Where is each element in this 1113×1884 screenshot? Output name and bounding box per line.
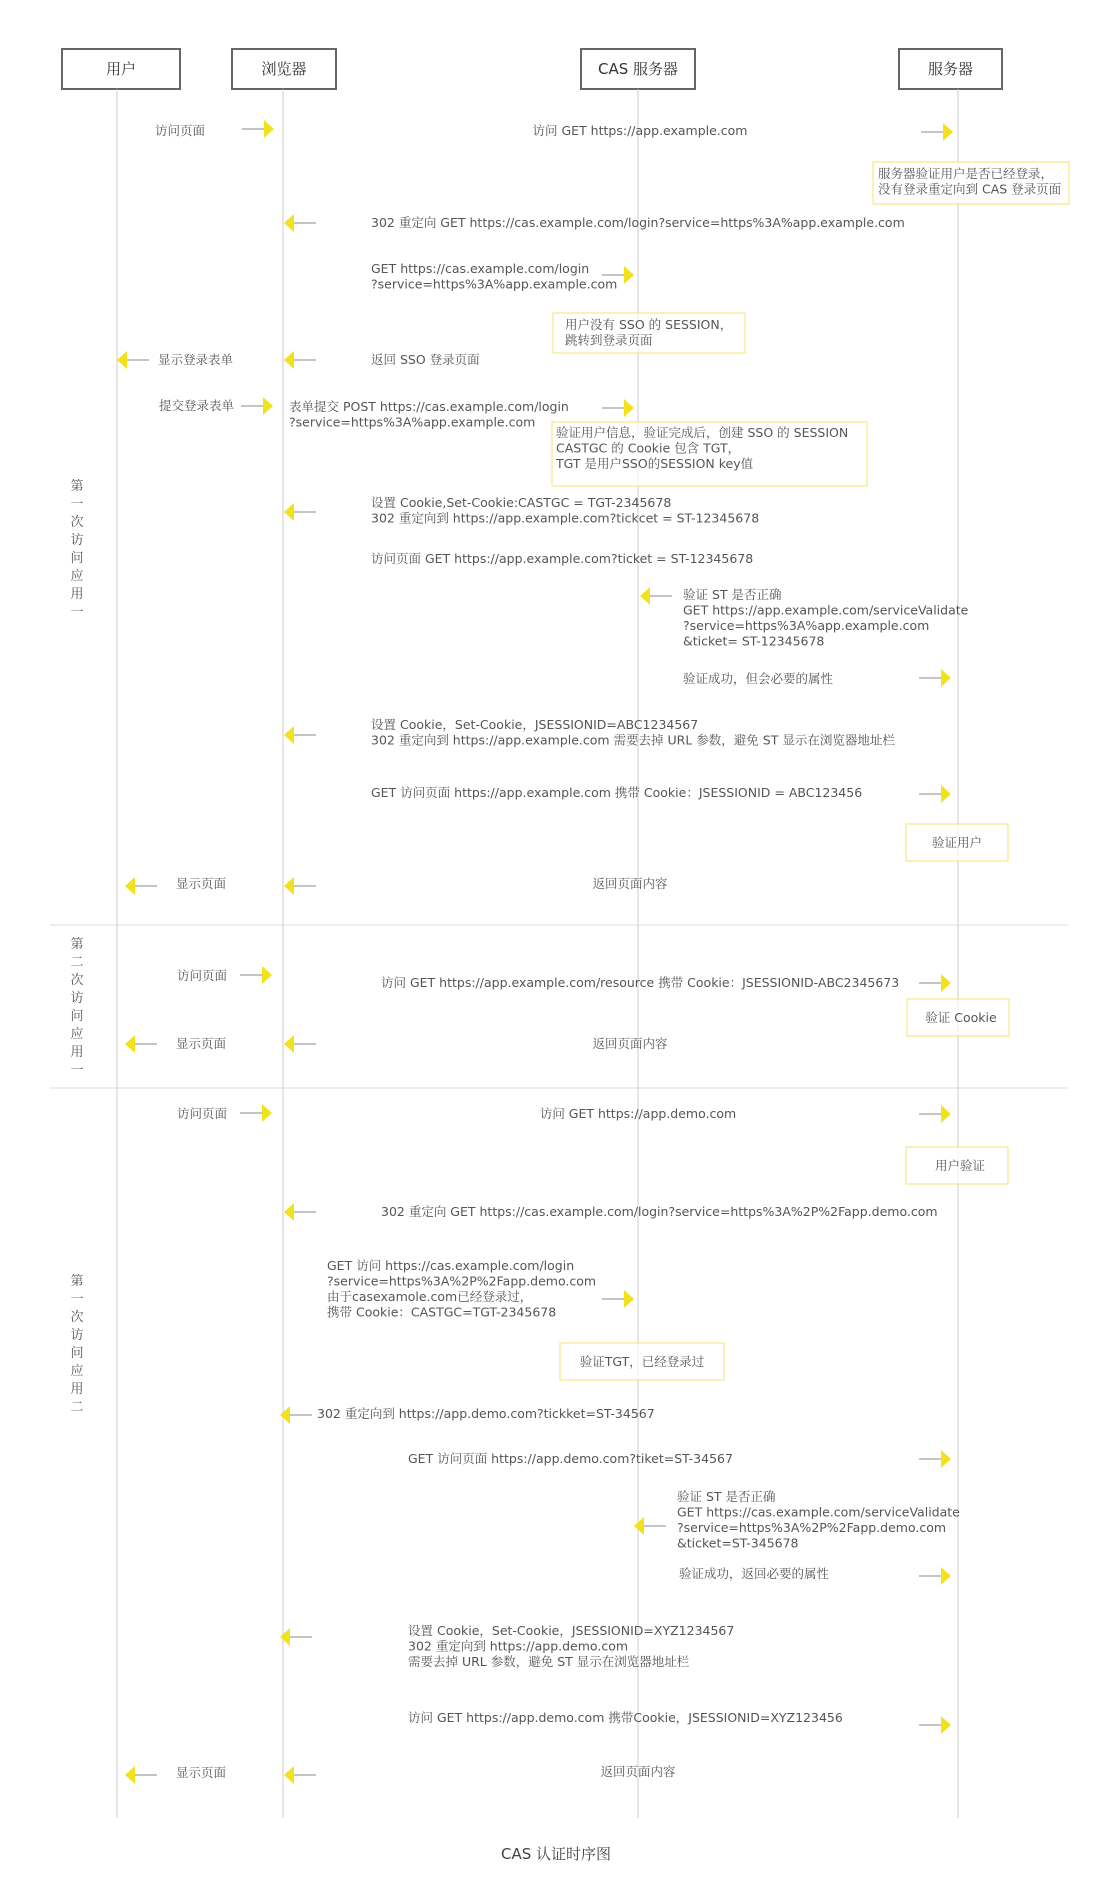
message-text: 设置 Cookie,Set-Cookie:CASTGC = TGT-2345678 bbox=[371, 495, 672, 510]
message-arrow bbox=[240, 966, 272, 984]
message bbox=[284, 495, 759, 526]
message-text: 由于casexamole.com已经登录过， bbox=[327, 1289, 533, 1304]
message bbox=[125, 876, 226, 895]
message bbox=[284, 876, 668, 895]
message bbox=[280, 1623, 734, 1669]
note-text: 验证用户信息，验证完成后，创建 SSO 的 SESSION bbox=[556, 425, 849, 440]
message-text: 302 重定向 GET https://cas.example.com/login?service=https%3A%2P%2Fapp.demo.com bbox=[381, 1204, 938, 1219]
note bbox=[873, 162, 1069, 204]
message bbox=[284, 351, 480, 369]
message bbox=[381, 974, 951, 992]
message bbox=[371, 261, 634, 292]
message-text: 验证 ST 是否正确 bbox=[677, 1489, 776, 1504]
message-arrow bbox=[240, 1104, 272, 1122]
participant-browser bbox=[232, 49, 336, 89]
participant-label: 浏览器 bbox=[261, 60, 307, 78]
message bbox=[284, 1203, 938, 1221]
phase-label: 第一次访问应用一 bbox=[70, 479, 84, 620]
message-text: ?service=https%3A%app.example.com bbox=[683, 618, 930, 633]
message-arrow bbox=[919, 974, 951, 992]
message bbox=[408, 1710, 951, 1734]
message-arrow bbox=[284, 503, 316, 521]
message-text: ?service=https%3A%2P%2Fapp.demo.com bbox=[327, 1273, 597, 1289]
message-arrow bbox=[284, 351, 316, 369]
message bbox=[284, 214, 905, 232]
message-text: 访问 GET https://app.example.com bbox=[532, 123, 748, 138]
message-text: 返回页面内容 bbox=[600, 1764, 676, 1779]
message-text: 表单提交 POST https://cas.example.com/login bbox=[289, 399, 569, 414]
message-text: 访问 GET https://app.demo.com 携带Cookie，JSESSIONID=XYZ123456 bbox=[408, 1710, 843, 1725]
message-text: 显示页面 bbox=[176, 1765, 227, 1780]
message-text: ?service=https%3A%2P%2Fapp.demo.com bbox=[677, 1520, 947, 1535]
message-arrow bbox=[640, 587, 672, 605]
message-arrow bbox=[284, 877, 316, 895]
message-text: 显示页面 bbox=[176, 1036, 227, 1051]
note bbox=[907, 999, 1009, 1036]
note-text: 验证用户 bbox=[931, 835, 983, 850]
message-arrow bbox=[284, 726, 316, 744]
message bbox=[679, 1566, 951, 1585]
note-text: 验证 Cookie bbox=[925, 1010, 997, 1025]
note-text: 用户验证 bbox=[934, 1158, 986, 1173]
message-arrow bbox=[284, 1035, 316, 1053]
message bbox=[284, 1764, 676, 1784]
message-text: ?service=https%3A%app.example.com bbox=[371, 276, 618, 292]
message-text: 访问页面 bbox=[155, 123, 206, 138]
message bbox=[117, 351, 234, 369]
message-text: 需要去掉 URL 参数，避免 ST 显示在浏览器地址栏 bbox=[408, 1654, 690, 1669]
message-text: GET https://cas.example.com/serviceValidate bbox=[677, 1504, 960, 1520]
message bbox=[284, 1035, 668, 1053]
message-text: 302 重定向到 https://app.example.com 需要去掉 URL 参数，避免 ST 显示在浏览器地址栏 bbox=[371, 732, 895, 748]
message-text: 验证成功，但会必要的属性 bbox=[683, 671, 834, 686]
note-text: CASTGC 的 Cookie 包含 TGT， bbox=[556, 440, 741, 456]
message-arrow bbox=[280, 1628, 312, 1646]
message bbox=[634, 1489, 960, 1551]
message bbox=[540, 1105, 951, 1123]
message bbox=[280, 1406, 655, 1424]
message-arrow bbox=[242, 120, 274, 138]
message bbox=[371, 551, 753, 566]
note-text: TGT 是用户SSO的SESSION key值 bbox=[556, 456, 754, 471]
message bbox=[125, 1035, 226, 1053]
message-arrow bbox=[125, 1766, 157, 1784]
note-text: 用户没有 SSO 的 SESSION， bbox=[565, 317, 733, 332]
message bbox=[327, 1258, 634, 1320]
message-text: 验证成功，返回必要的属性 bbox=[679, 1566, 830, 1581]
message-text: 访问 GET https://app.example.com/resource 携带 Cookie：JSESSIONID-ABC2345673 bbox=[381, 975, 900, 990]
message-text: 验证 ST 是否正确 bbox=[683, 587, 782, 602]
message-text: GET 访问页面 https://app.demo.com?tiket=ST-34567 bbox=[408, 1451, 733, 1466]
phase-label: 第二次访问应用一 bbox=[70, 937, 84, 1078]
message-text: ?service=https%3A%app.example.com bbox=[289, 414, 536, 430]
note-text: 跳转到登录页面 bbox=[565, 332, 653, 348]
message bbox=[159, 397, 273, 415]
message bbox=[371, 785, 951, 803]
message-text: 访问页面 GET https://app.example.com?ticket = ST-12345678 bbox=[371, 551, 754, 566]
diagram-caption: CAS 认证时序图 bbox=[500, 1845, 612, 1863]
note bbox=[560, 1343, 724, 1380]
participant-label: 用户 bbox=[105, 60, 137, 78]
message-text: 302 重定向 GET https://cas.example.com/login?service=https%3A%app.example.com bbox=[371, 215, 905, 230]
participant-label: CAS 服务器 bbox=[597, 60, 679, 78]
message bbox=[683, 669, 951, 687]
message-text: 访问页面 bbox=[177, 1106, 228, 1121]
message-text: 返回 SSO 登录页面 bbox=[371, 352, 480, 367]
message-arrow bbox=[634, 1517, 666, 1535]
participant-server bbox=[899, 49, 1002, 89]
note bbox=[552, 422, 867, 486]
message-text: 显示页面 bbox=[176, 876, 227, 891]
message-arrow bbox=[284, 1766, 316, 1784]
message-text: GET 访问 https://cas.example.com/login bbox=[327, 1258, 575, 1273]
message bbox=[284, 717, 895, 748]
message-text: 显示登录表单 bbox=[158, 352, 234, 367]
message bbox=[640, 587, 969, 649]
message-text: 提交登录表单 bbox=[159, 398, 235, 413]
message-text: GET https://cas.example.com/login bbox=[371, 261, 590, 276]
note bbox=[906, 824, 1008, 861]
message-arrow bbox=[919, 1567, 951, 1585]
message-arrow bbox=[919, 1450, 951, 1468]
message bbox=[177, 1104, 272, 1122]
note-text: 验证TGT，已经登录过 bbox=[579, 1354, 705, 1369]
note bbox=[553, 313, 745, 353]
message-arrow bbox=[919, 785, 951, 803]
message-text: 携带 Cookie：CASTGC=TGT-2345678 bbox=[327, 1304, 557, 1320]
message-arrow bbox=[919, 669, 951, 687]
message-arrow bbox=[280, 1406, 312, 1424]
message-text: 设置 Cookie，Set-Cookie，JSESSIONID=XYZ1234567 bbox=[408, 1623, 735, 1638]
note-text: 服务器验证用户是否已经登录， bbox=[878, 166, 1054, 181]
note-text: 没有登录重定向到 CAS 登录页面 bbox=[878, 181, 1062, 197]
participant-cas bbox=[581, 49, 695, 89]
message bbox=[155, 120, 274, 138]
message bbox=[533, 123, 953, 141]
message-text: 访问页面 bbox=[177, 968, 228, 983]
participant-user bbox=[62, 49, 180, 89]
note bbox=[906, 1147, 1008, 1184]
message-arrow bbox=[602, 399, 634, 417]
message-arrow bbox=[284, 214, 316, 232]
message-arrow bbox=[241, 397, 273, 415]
message-text: 302 重定向到 https://app.example.com?tickcet = ST-12345678 bbox=[371, 510, 760, 526]
message-text: 访问 GET https://app.demo.com bbox=[539, 1106, 737, 1121]
message-text: 302 重定向到 https://app.demo.com bbox=[408, 1638, 629, 1654]
message bbox=[125, 1765, 226, 1784]
message-arrow bbox=[919, 1105, 951, 1123]
message-arrow bbox=[117, 351, 149, 369]
message-text: GET https://app.example.com/serviceValidate bbox=[683, 602, 969, 618]
phase-label: 第一次访问应用二 bbox=[70, 1274, 84, 1415]
message-arrow bbox=[921, 123, 953, 141]
message bbox=[177, 966, 272, 984]
message-text: 设置 Cookie，Set-Cookie，JSESSIONID=ABC1234567 bbox=[371, 717, 699, 732]
message-arrow bbox=[125, 1035, 157, 1053]
message-arrow bbox=[919, 1716, 951, 1734]
participant-label: 服务器 bbox=[927, 60, 974, 78]
message-arrow bbox=[125, 877, 157, 895]
message-text: 返回页面内容 bbox=[592, 1036, 668, 1051]
message-arrow bbox=[284, 1203, 316, 1221]
message-text: &ticket=ST-345678 bbox=[677, 1535, 799, 1551]
message-text: 302 重定向到 https://app.demo.com?tickket=ST-34567 bbox=[317, 1406, 655, 1421]
message-text: 返回页面内容 bbox=[592, 876, 668, 891]
message-arrow bbox=[602, 1290, 634, 1308]
message-text: GET 访问页面 https://app.example.com 携带 Cookie：JSESSIONID = ABC123456 bbox=[371, 785, 863, 800]
message bbox=[408, 1450, 951, 1468]
message-text: &ticket= ST-12345678 bbox=[683, 633, 825, 649]
